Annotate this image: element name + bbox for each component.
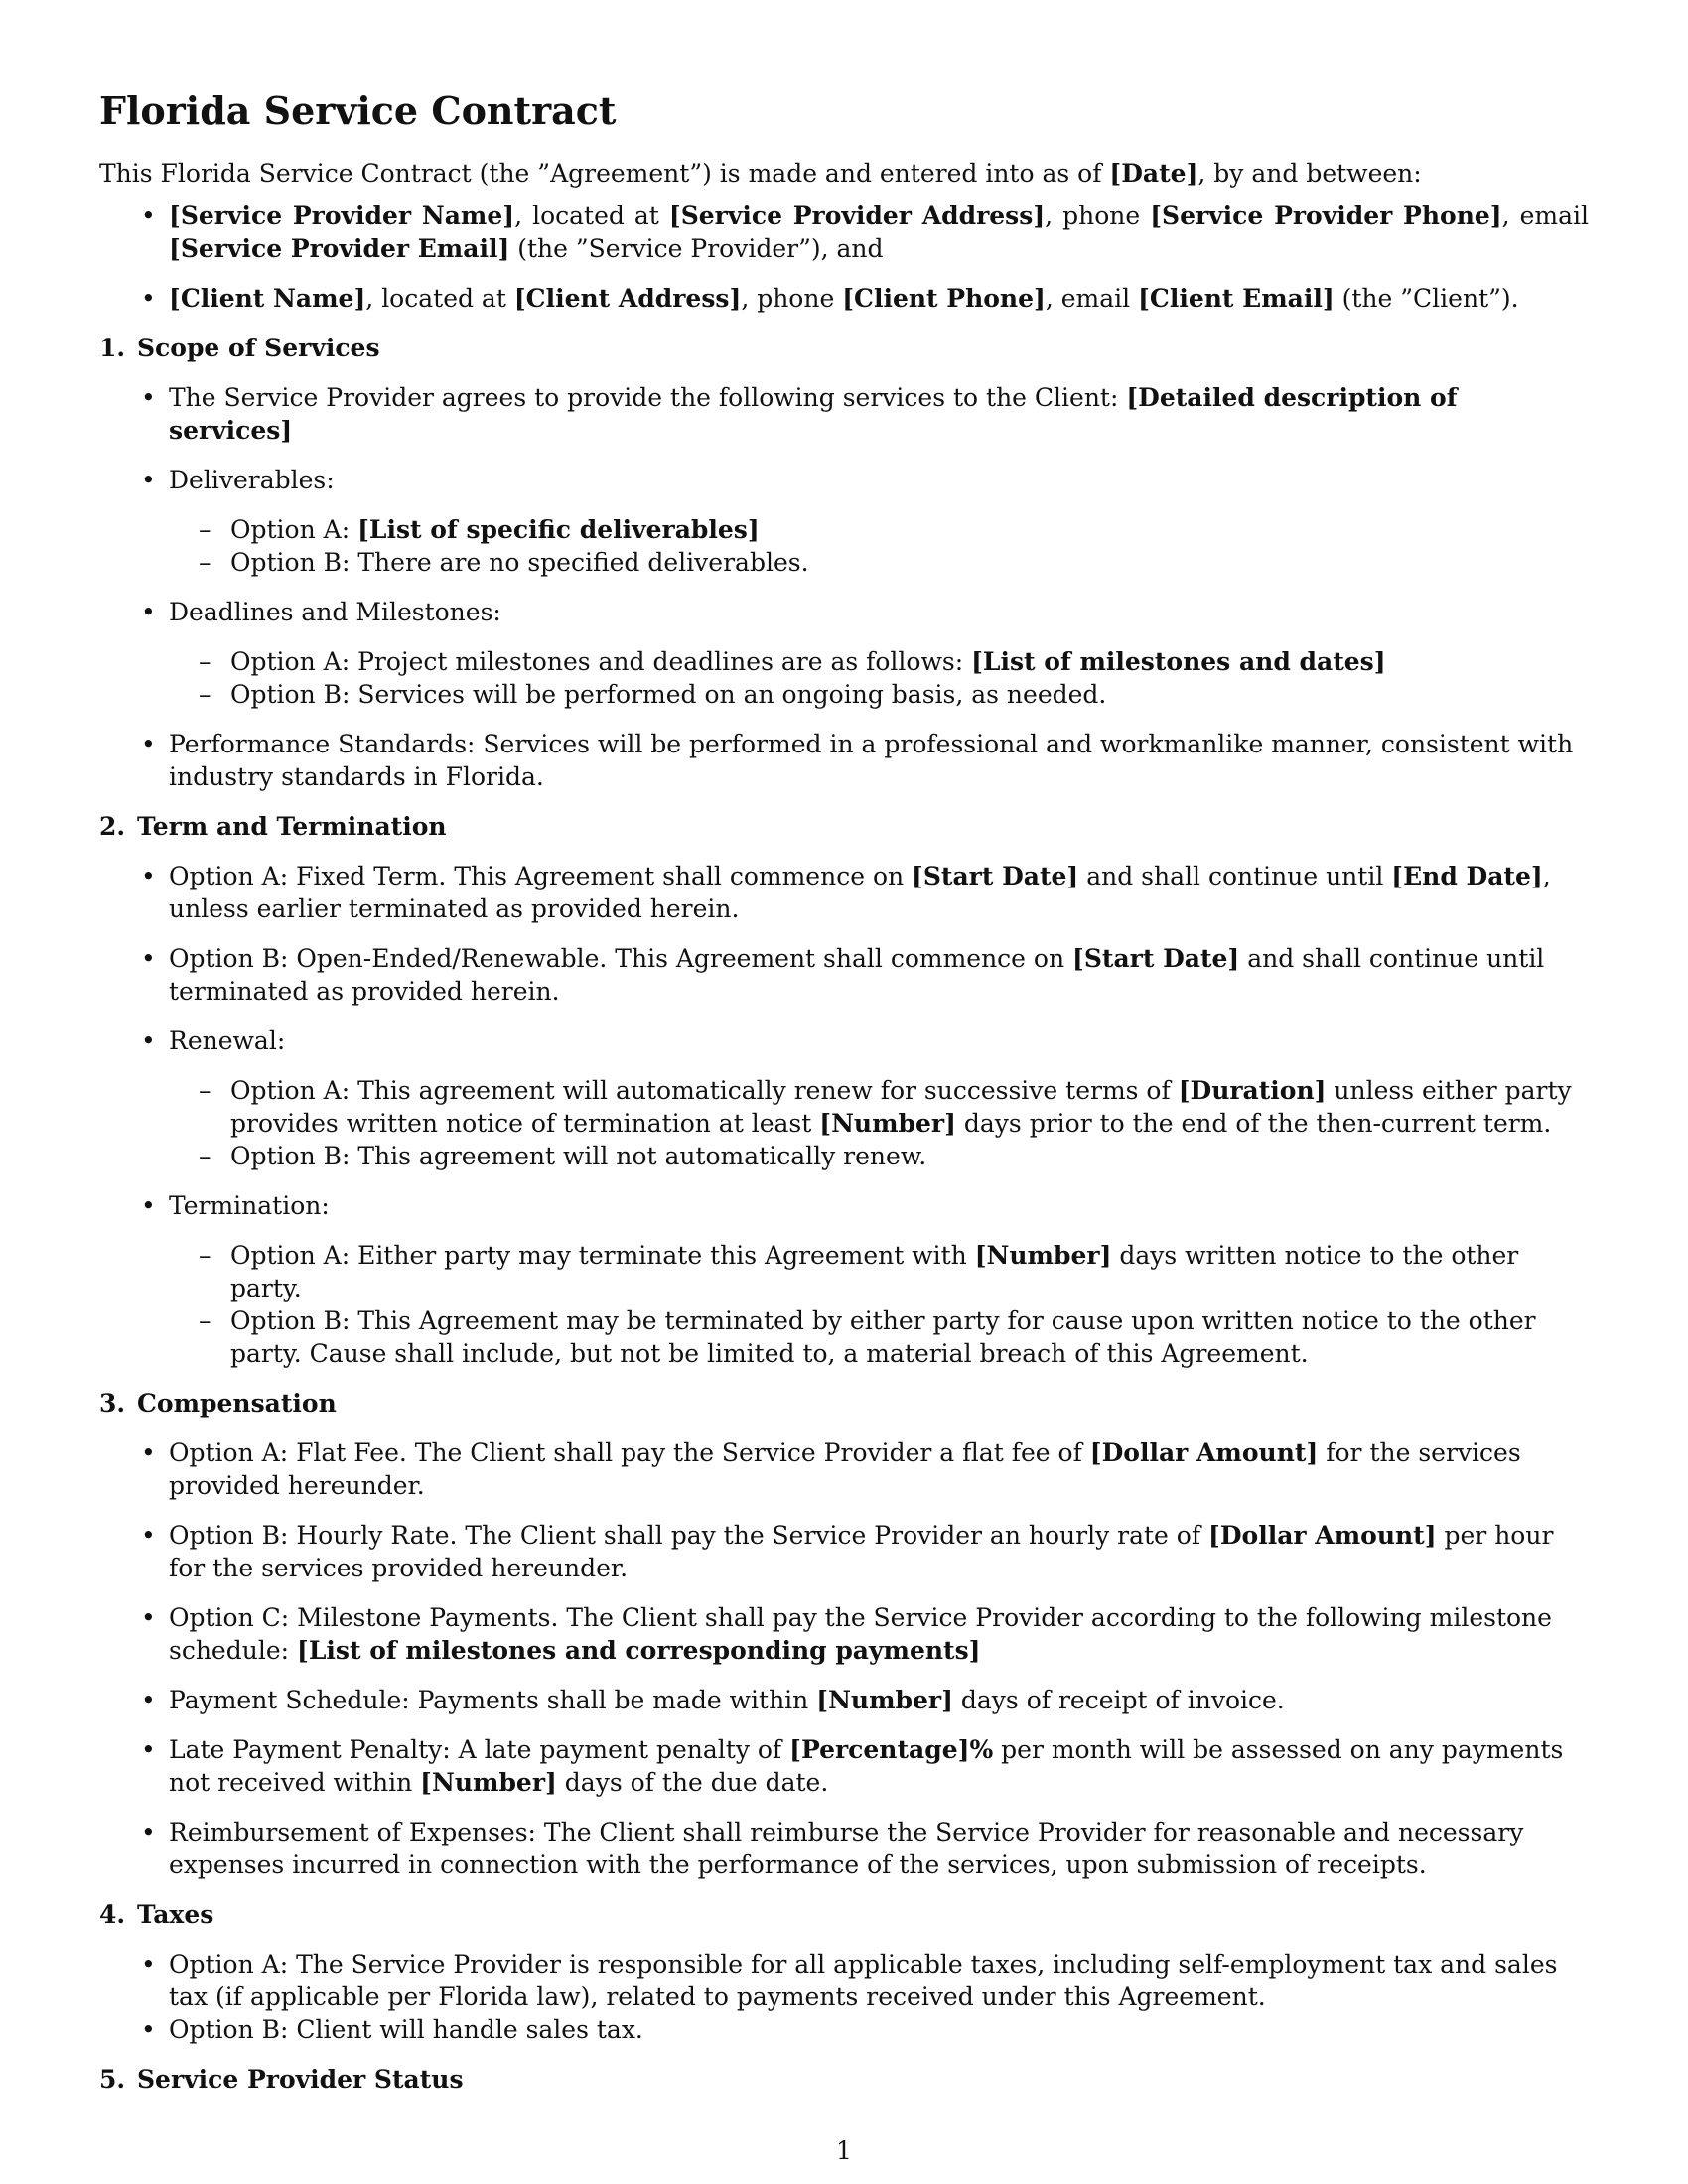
sub-list-item xyxy=(169,513,1589,546)
text-fragment: Option A: Project milestones and deadlines are as follows: xyxy=(230,647,972,676)
client-address-placeholder: [Client Address] xyxy=(513,284,742,313)
text-fragment: days of receipt of invoice. xyxy=(952,1686,1285,1714)
party-service-provider xyxy=(99,200,1589,265)
text-fragment: Deadlines and Milestones: xyxy=(169,598,501,626)
deadlines-options xyxy=(169,645,1589,711)
text-fragment: days of the due date. xyxy=(556,1768,829,1797)
sub-list-item xyxy=(169,1074,1589,1140)
sub-list-item xyxy=(169,645,1589,678)
sub-list-item: – Option B: This Agreement may be terminated by either party for cause upon written notice to the other party. Cause shall include, but not be limited to, a material breach of this Agreement. xyxy=(169,1304,1589,1370)
client-name-placeholder: [Client Name] xyxy=(169,284,366,313)
provider-email-placeholder: [Service Provider Email] xyxy=(169,234,510,263)
milestone-payments-placeholder: [List of milestones and corresponding payments] xyxy=(297,1636,981,1665)
text-fragment: , email xyxy=(1045,284,1139,313)
section-heading-scope xyxy=(99,332,1589,364)
section-heading-taxes xyxy=(99,1898,1589,1931)
list-item xyxy=(99,1684,1589,1716)
compensation-list xyxy=(99,1436,1589,1881)
provider-address-placeholder: [Service Provider Address] xyxy=(668,202,1046,230)
list-item xyxy=(99,464,1589,579)
deliverables-options xyxy=(169,513,1589,579)
list-item: • Reimbursement of Expenses: The Client shall reimburse the Service Provider for reasonable and necessary expenses incurred in connection with the performance of the services, upon submission of receipts. xyxy=(99,1816,1589,1881)
parties-list xyxy=(99,200,1589,315)
section-title: Service Provider Status xyxy=(137,2065,464,2094)
section-number: 5. xyxy=(99,2065,126,2094)
sub-list-item: – Option B: Services will be performed on an ongoing basis, as needed. xyxy=(169,678,1589,711)
list-item xyxy=(99,1024,1589,1172)
section-number: 4. xyxy=(99,1900,126,1929)
client-email-placeholder: [Client Email] xyxy=(1138,284,1335,313)
list-item xyxy=(99,596,1589,711)
provider-name-placeholder: [Service Provider Name] xyxy=(169,202,515,230)
text-fragment: Termination: xyxy=(169,1191,330,1220)
text-fragment: Option A: Either party may terminate this Agreement with xyxy=(230,1241,975,1270)
list-item xyxy=(99,860,1589,925)
list-item xyxy=(99,942,1589,1008)
list-item xyxy=(99,1601,1589,1667)
text-fragment: Option B: Hourly Rate. The Client shall pay the Service Provider an hourly rate of xyxy=(169,1521,1209,1550)
scope-list xyxy=(99,381,1589,793)
intro-paragraph xyxy=(99,157,1589,190)
section-number: 2. xyxy=(99,812,126,841)
intro-text: This Florida Service Contract (the ”Agreement”) is made and entered into as of xyxy=(99,159,1110,188)
dollar-amount-placeholder: [Dollar Amount] xyxy=(1089,1438,1319,1467)
text-fragment: Deliverables: xyxy=(169,466,335,494)
start-date-placeholder: [Start Date] xyxy=(1072,944,1240,973)
section-number: 1. xyxy=(99,334,126,362)
dollar-amount-placeholder: [Dollar Amount] xyxy=(1208,1521,1437,1550)
section-heading-compensation xyxy=(99,1387,1589,1420)
number-placeholder: [Number] xyxy=(420,1768,557,1797)
sub-list-item xyxy=(169,1239,1589,1304)
list-item xyxy=(99,1436,1589,1502)
text-fragment: The Service Provider agrees to provide the following services to the Client: xyxy=(169,383,1127,412)
number-placeholder: [Number] xyxy=(819,1109,956,1138)
text-fragment: , unless earlier terminated as provided herein. xyxy=(169,862,1551,923)
text-fragment: Late Payment Penalty: A late payment penalty of xyxy=(169,1735,790,1764)
document-title: Florida Service Contract xyxy=(99,88,617,133)
text-fragment: , phone xyxy=(741,284,843,313)
text-fragment: Option A: Fixed Term. This Agreement shall commence on xyxy=(169,862,913,890)
client-phone-placeholder: [Client Phone] xyxy=(842,284,1046,313)
intro-after: , by and between: xyxy=(1197,159,1422,188)
end-date-placeholder: [End Date] xyxy=(1391,862,1543,890)
page-number: 1 xyxy=(836,2136,852,2165)
text-fragment: , located at xyxy=(365,284,514,313)
list-item xyxy=(99,1189,1589,1370)
sub-list-item: – Option B: This agreement will not automatically renew. xyxy=(169,1140,1589,1172)
date-placeholder: [Date] xyxy=(1109,159,1198,188)
text-fragment: , email xyxy=(1501,202,1589,230)
text-fragment: for the services provided hereunder. xyxy=(169,1438,1521,1500)
duration-placeholder: [Duration] xyxy=(1178,1076,1327,1105)
text-fragment: , phone xyxy=(1045,202,1151,230)
text-fragment: Payment Schedule: Payments shall be made within xyxy=(169,1686,817,1714)
text-fragment: and shall continue until xyxy=(1078,862,1392,890)
text-fragment: per hour for the services provided hereunder. xyxy=(169,1521,1554,1582)
text-fragment: , located at xyxy=(514,202,669,230)
text-fragment: Option A: Flat Fee. The Client shall pay the Service Provider a flat fee of xyxy=(169,1438,1090,1467)
term-list xyxy=(99,860,1589,1370)
section-number: 3. xyxy=(99,1389,126,1418)
sub-list-item: – Option B: There are no specified deliverables. xyxy=(169,546,1589,579)
text-fragment: (the ”Service Provider”), and xyxy=(509,234,884,263)
taxes-list xyxy=(99,1948,1589,2046)
provider-phone-placeholder: [Service Provider Phone] xyxy=(1150,202,1502,230)
list-item: • Option A: The Service Provider is responsible for all applicable taxes, including self-employment tax and sales tax (if applicable per Florida law), related to payments received under this Agreement. xyxy=(99,1948,1589,2013)
text-fragment: Option A: This agreement will automatically renew for successive terms of xyxy=(230,1076,1179,1105)
text-fragment: Option C: Milestone Payments. The Client shall pay the Service Provider according to the following milestone schedule: xyxy=(169,1603,1552,1665)
deliverables-placeholder: [List of specific deliverables] xyxy=(357,515,760,544)
list-item: • Option B: Client will handle sales tax. xyxy=(99,2013,1589,2046)
text-fragment: days written notice to the other party. xyxy=(230,1241,1519,1302)
renewal-options xyxy=(169,1074,1589,1172)
text-fragment: days prior to the end of the then-current term. xyxy=(955,1109,1552,1138)
text-fragment: unless either party provides written notice of termination at least xyxy=(230,1076,1572,1138)
list-item xyxy=(99,1733,1589,1799)
section-title: Scope of Services xyxy=(137,334,380,362)
milestones-placeholder: [List of milestones and dates] xyxy=(971,647,1386,676)
section-title: Term and Termination xyxy=(137,812,447,841)
start-date-placeholder: [Start Date] xyxy=(912,862,1079,890)
text-fragment: (the ”Client”). xyxy=(1334,284,1519,313)
section-title: Taxes xyxy=(137,1900,214,1929)
party-client xyxy=(99,282,1589,315)
services-placeholder: [Detailed description of services] xyxy=(169,383,1458,445)
termination-options xyxy=(169,1239,1589,1370)
percentage-placeholder: [Percentage]% xyxy=(789,1735,994,1764)
section-heading-term xyxy=(99,810,1589,843)
section-heading-provider-status xyxy=(99,2063,1589,2096)
document-body xyxy=(99,89,1589,2113)
number-placeholder: [Number] xyxy=(816,1686,953,1714)
text-fragment: Option A: xyxy=(230,515,358,544)
text-fragment: Renewal: xyxy=(169,1026,286,1055)
text-fragment: per month will be assessed on any payments not received within xyxy=(169,1735,1564,1797)
text-fragment: Option B: Open-Ended/Renewable. This Agreement shall commence on xyxy=(169,944,1073,973)
list-item xyxy=(99,1519,1589,1584)
list-item xyxy=(99,381,1589,447)
section-title: Compensation xyxy=(137,1389,337,1418)
number-placeholder: [Number] xyxy=(974,1241,1112,1270)
text-fragment: and shall continue until terminated as provided herein. xyxy=(169,944,1545,1006)
list-item: • Performance Standards: Services will be performed in a professional and workmanlike manner, consistent with industry standards in Florida. xyxy=(99,728,1589,793)
